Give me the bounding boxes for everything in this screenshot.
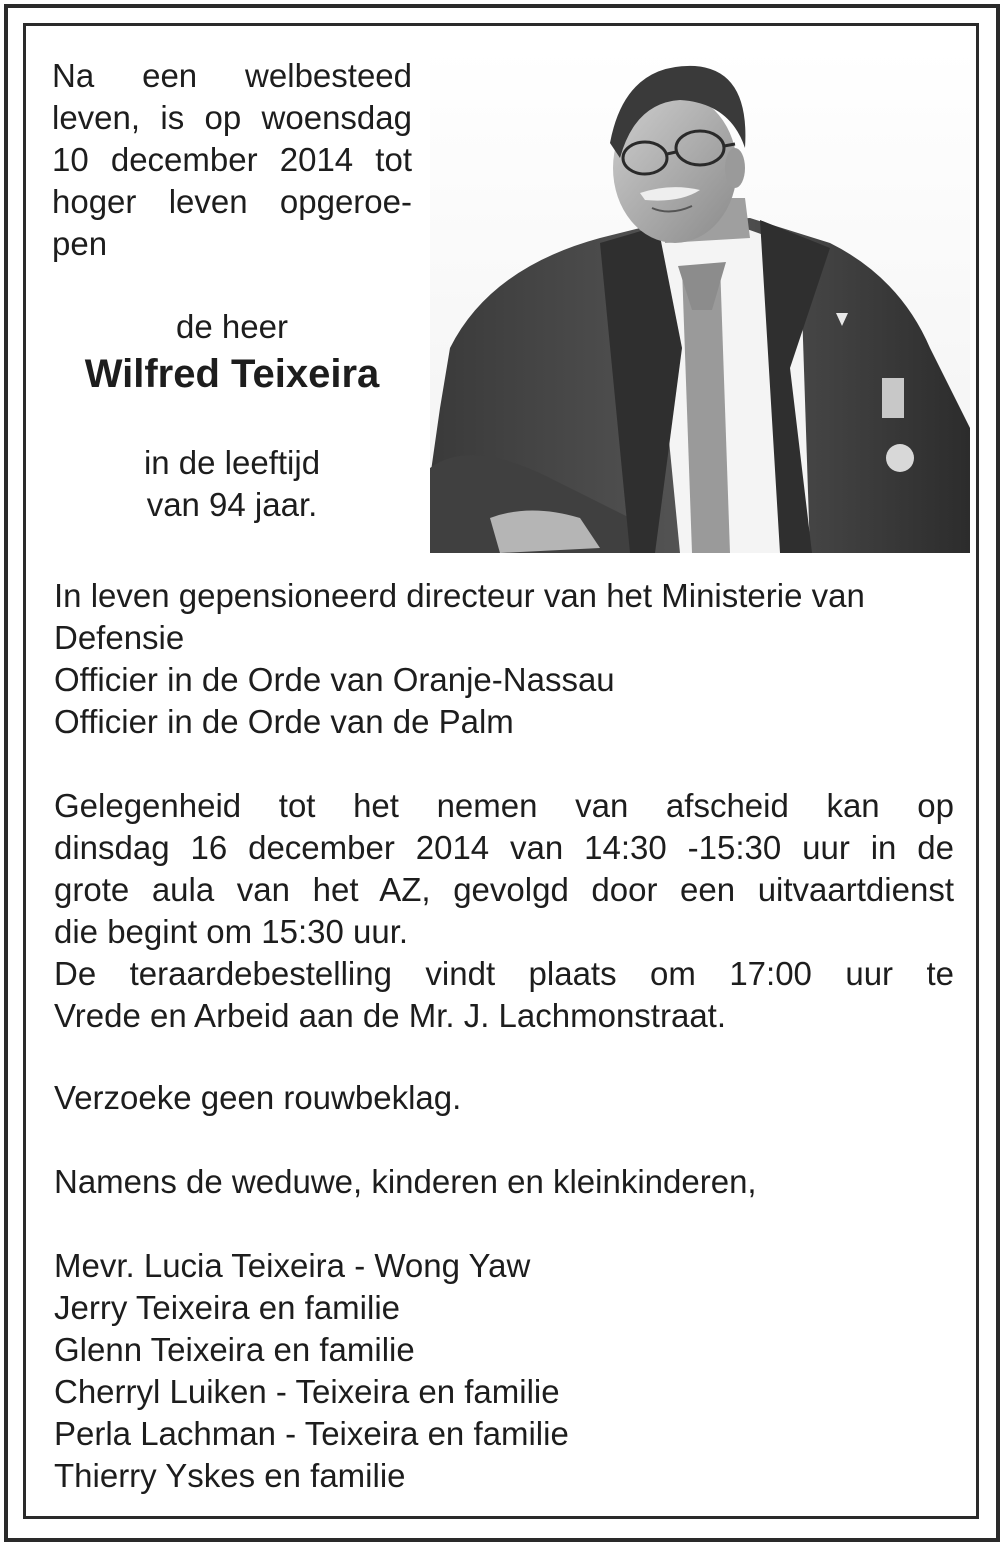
career-line: Defensie [54, 619, 185, 656]
salutation: de heer [176, 308, 288, 345]
family-member: Cherryl Luiken - Teixeira en familie [54, 1373, 560, 1410]
farewell-line: die begint om 15:30 uur. [54, 913, 409, 950]
career-section [54, 575, 954, 743]
farewell-line: dinsdag 16 december 2014 van 14:30 -15:30 uur in de [54, 829, 954, 866]
on-behalf-text: Namens de weduwe, kinderen en kleinkinderen, [54, 1163, 757, 1200]
farewell-line: Gelegenheid tot het nemen van afscheid kan op [54, 787, 954, 824]
farewell-line: De teraardebestelling vindt plaats om 17:00 uur te [54, 955, 954, 992]
portrait-photo [430, 48, 970, 553]
family-member: Jerry Teixeira en familie [54, 1289, 401, 1326]
intro-line: hoger leven opgeroe- [52, 183, 412, 220]
intro-line: leven, is op woensdag [52, 99, 412, 136]
farewell-line: Vrede en Arbeid aan de Mr. J. Lachmonstraat. [54, 997, 727, 1034]
intro-line: 10 december 2014 tot [52, 141, 412, 178]
career-line: In leven gepensioneerd directeur van het Ministerie van [54, 577, 865, 614]
farewell-line: grote aula van het AZ, gevolgd door een uitvaartdienst [54, 871, 954, 908]
intro-line: pen [52, 225, 108, 262]
request-text: Verzoeke geen rouwbeklag. [54, 1079, 462, 1116]
age-line: in de leeftijd [143, 444, 321, 481]
career-line: Officier in de Orde van de Palm [54, 703, 514, 740]
family-member: Perla Lachman - Teixeira en familie [54, 1415, 569, 1452]
intro-line: Na een welbesteed [52, 57, 412, 94]
family-member: Thierry Yskes en familie [54, 1457, 406, 1494]
family-list [54, 1245, 954, 1497]
intro-text [52, 55, 412, 265]
family-member: Mevr. Lucia Teixeira - Wong Yaw [54, 1247, 531, 1284]
age-line: van 94 jaar. [146, 486, 318, 523]
career-line: Officier in de Orde van Oranje-Nassau [54, 661, 615, 698]
deceased-name: Wilfred Teixeira [84, 352, 380, 396]
age-text [52, 442, 412, 526]
family-member: Glenn Teixeira en familie [54, 1331, 415, 1368]
farewell-section [54, 785, 954, 1037]
